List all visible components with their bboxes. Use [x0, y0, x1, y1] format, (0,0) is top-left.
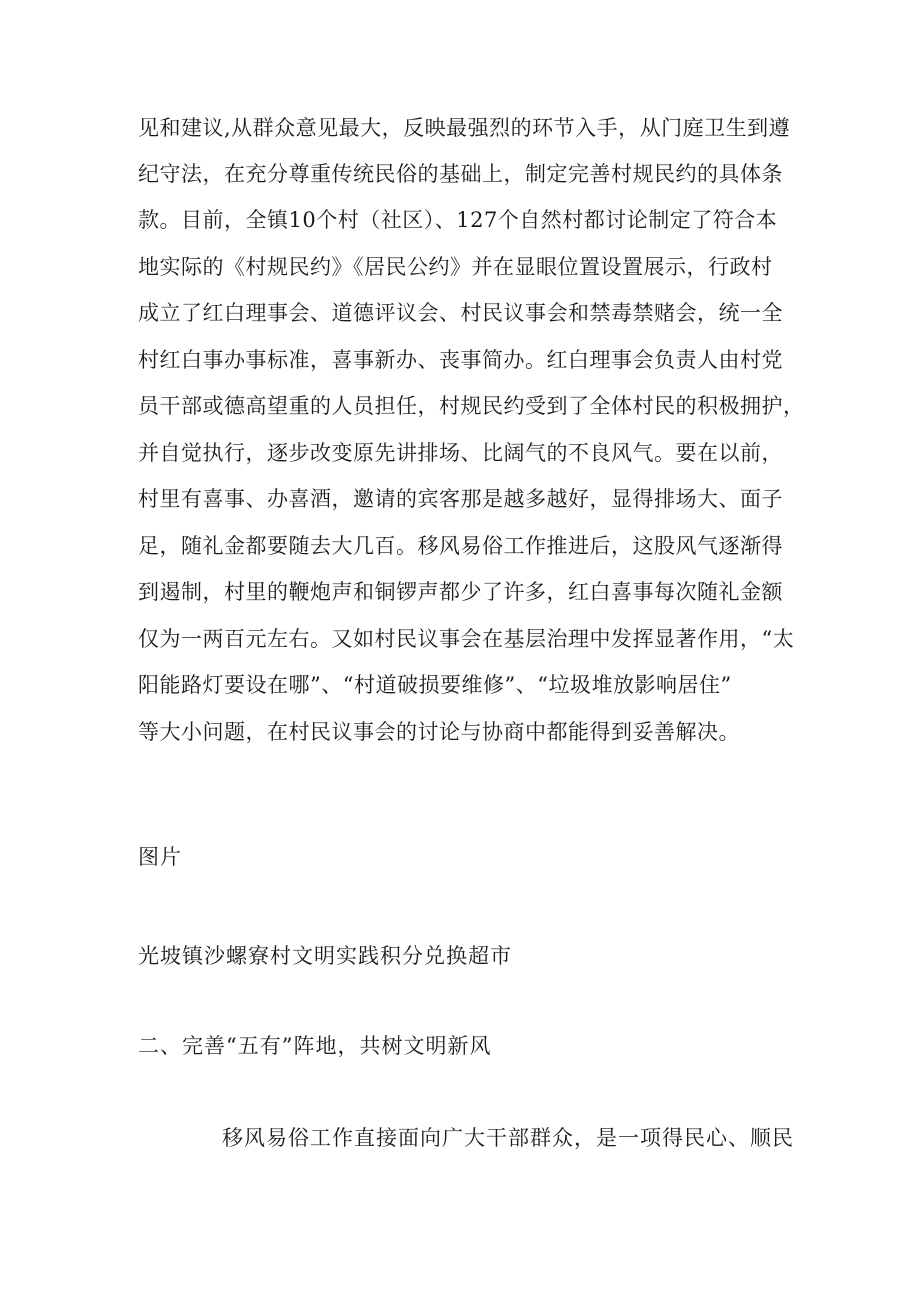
paragraph-line: 足，随礼金都要随去大几百。移风易俗工作推进后，这股风气逐渐得 [138, 534, 783, 558]
paragraph-line: 等大小问题，在村民议事会的讨论与协商中都能得到妥善解决。 [138, 720, 740, 744]
paragraph-line: 地实际的《村规民约》《居民公约》并在显眼位置设置展示，行政村 [138, 255, 773, 279]
paragraph-line: 见和建议,从群众意见最大，反映最强烈的环节入手，从门庭卫生到遵 [138, 116, 791, 140]
paragraph-line: 员干部或德高望重的人员担任，村规民约受到了全体村民的积极拥护， [138, 394, 805, 418]
image-caption: 光坡镇沙螺寮村文明实践积分兑换超市 [138, 944, 512, 968]
paragraph-line: 并自觉执行，逐步改变原先讲排场、比阔气的不良风气。要在以前， [138, 441, 783, 465]
paragraph-line: 成立了红白理事会、道德评议会、村民议事会和禁毒禁赌会，统一全 [138, 301, 783, 325]
paragraph-line: 移风易俗工作直接面向广大干部群众，是一项得民心、顺民 [222, 1126, 794, 1150]
paragraph-line: 阳能路灯要设在哪”、“村道破损要维修”、“垃圾堆放影响居住” [138, 673, 732, 697]
paragraph-line: 村里有喜事、办喜酒，邀请的宾客那是越多越好，显得排场大、面子 [138, 487, 783, 511]
paragraph-line: 款。目前，全镇10个村（社区）、127个自然村都讨论制定了符合本 [138, 208, 778, 232]
image-placeholder-text: 图片 [138, 845, 182, 869]
paragraph-line: 纪守法，在充分尊重传统民俗的基础上，制定完善村规民约的具体条 [138, 162, 783, 186]
section-heading: 二、完善“五有”阵地，共树文明新风 [138, 1034, 492, 1058]
paragraph-line: 到遏制，村里的鞭炮声和铜锣声都少了许多，红白喜事每次随礼金额 [138, 580, 783, 604]
paragraph-line: 仅为一两百元左右。又如村民议事会在基层治理中发挥显著作用，“太 [138, 627, 795, 651]
paragraph-line: 村红白事办事标准，喜事新办、丧事简办。红白理事会负责人由村党 [138, 348, 783, 372]
